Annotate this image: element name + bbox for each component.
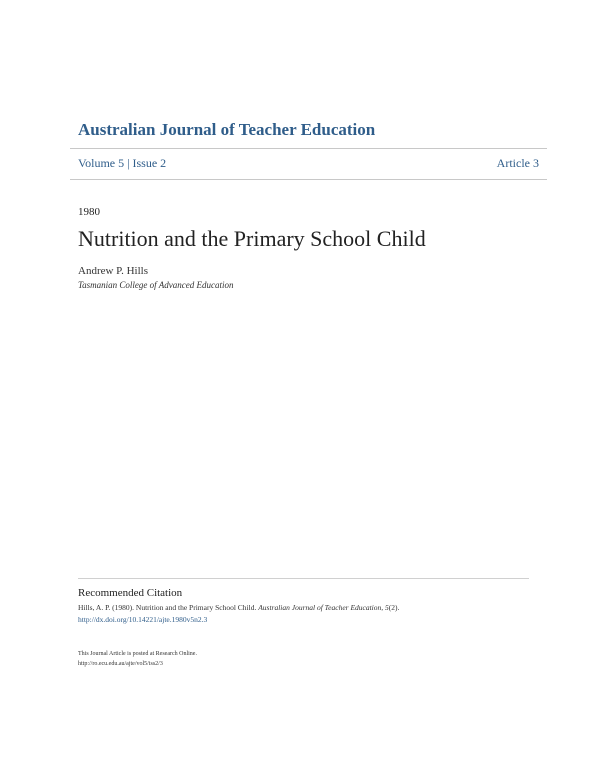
journal-title[interactable]: Australian Journal of Teacher Education — [78, 120, 376, 139]
article-number-link[interactable]: Article 3 — [496, 156, 539, 170]
citation-heading: Recommended Citation — [78, 587, 183, 599]
citation-journal-name: Australian Journal of Teacher Education, 5 — [258, 603, 389, 612]
author-affiliation: Tasmanian College of Advanced Education — [78, 280, 234, 290]
citation-text — [78, 603, 399, 612]
posting-url[interactable]: http://ro.ecu.edu.au/ajte/vol5/iss2/3 — [78, 661, 163, 667]
publication-year: 1980 — [78, 206, 100, 218]
header-divider-bottom — [70, 179, 547, 180]
header-divider-top — [70, 148, 547, 149]
citation-text-suffix: (2). — [388, 603, 400, 612]
citation-divider — [78, 578, 529, 579]
citation-doi-link[interactable]: http://dx.doi.org/10.14221/ajte.1980v5n2.3 — [78, 615, 208, 624]
citation-text-prefix: Hills, A. P. (1980). Nutrition and the Primary School Child. — [78, 603, 259, 612]
article-title: Nutrition and the Primary School Child — [78, 226, 426, 251]
issue-link[interactable]: Volume 5 | Issue 2 — [78, 156, 167, 170]
author-name: Andrew P. Hills — [78, 265, 148, 277]
posting-note: This Journal Article is posted at Research Online. — [78, 651, 197, 657]
